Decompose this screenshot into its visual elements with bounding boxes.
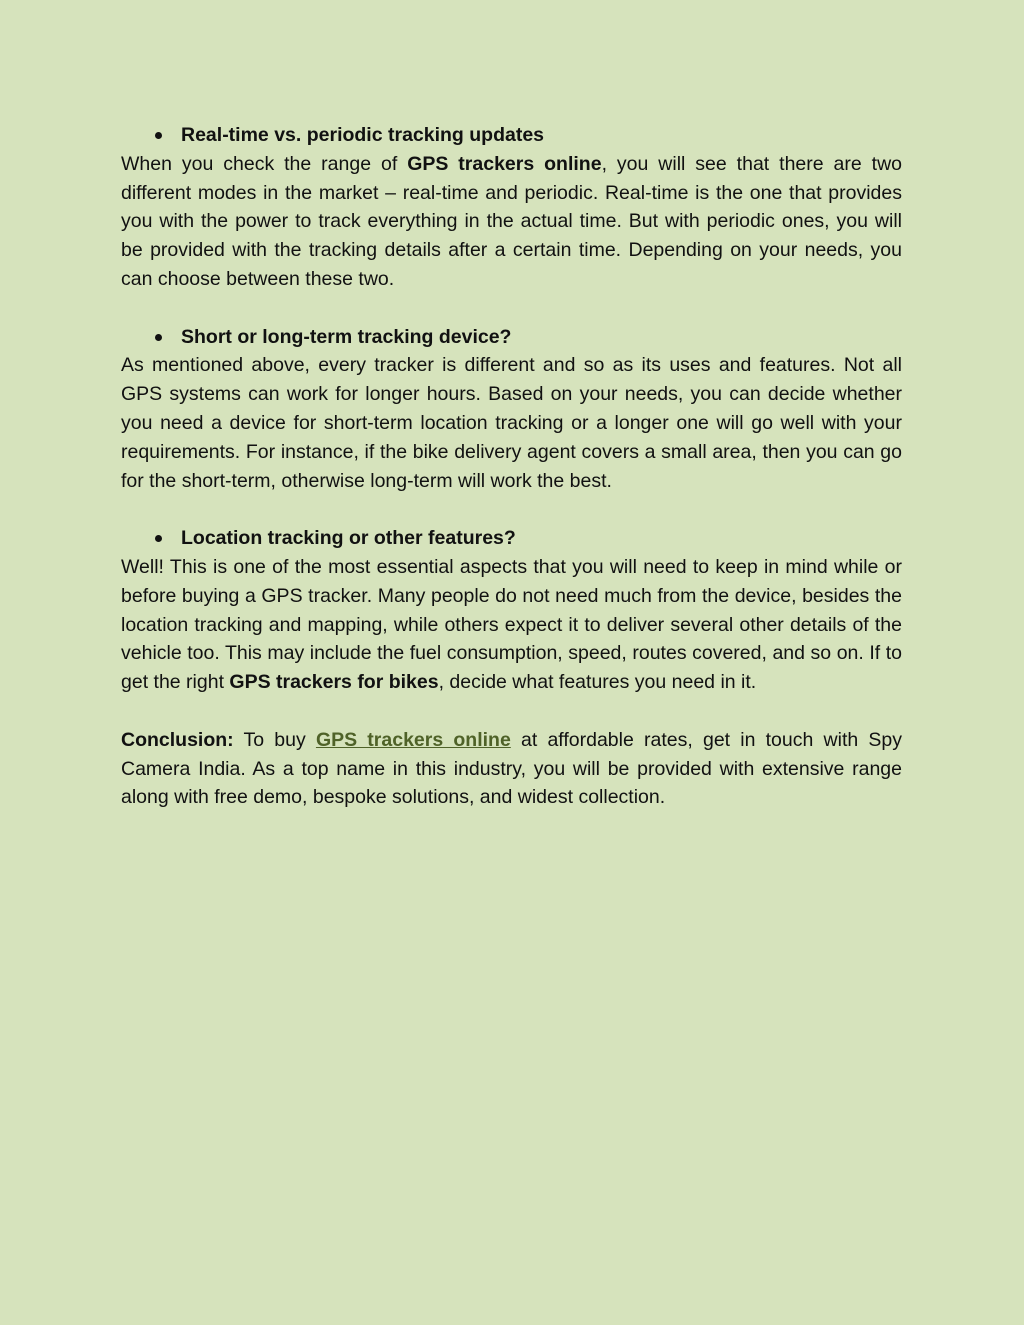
section-paragraph	[121, 150, 902, 294]
bullet-icon	[155, 132, 162, 139]
document-content	[121, 121, 902, 841]
paragraph-text: Well! This is one of the most essential aspects that you will need to keep in mind while or before buying a GPS tracker. Many people do not need much from the device, besides the location tracking and mapping, while others expect it to deliver several other details of the vehicle too. This may include the fuel consumption, speed, routes covered, and so on. If to get the right	[121, 555, 902, 694]
bullet-icon	[155, 334, 162, 341]
heading-text: Location tracking or other features?	[181, 527, 516, 550]
bullet-icon	[155, 535, 162, 542]
paragraph-text: , you will see that there are two different modes in the market – real-time and periodic. Real-time is the one that provides you with the power to track everything in the actual time. But with periodic ones, you will be provided with the tracking details after a certain time. Depending on your needs, you can choose between these two.	[121, 152, 902, 290]
section-location-or-features	[121, 524, 902, 697]
bold-keyword: GPS trackers for bikes	[229, 671, 439, 694]
gps-trackers-online-link[interactable]: GPS trackers online	[315, 728, 511, 751]
section-short-or-long-term	[121, 323, 902, 496]
section-realtime-vs-periodic	[121, 121, 902, 294]
paragraph-text: To buy	[233, 728, 316, 751]
section-conclusion	[121, 726, 902, 812]
paragraph-text: , decide what features you need in it.	[438, 671, 757, 694]
heading-text: Real-time vs. periodic tracking updates	[181, 124, 545, 146]
section-paragraph	[121, 553, 902, 697]
bold-keyword: GPS trackers online	[407, 152, 602, 175]
conclusion-paragraph	[121, 726, 902, 812]
bullet-heading	[121, 121, 902, 150]
bullet-heading	[121, 524, 902, 553]
heading-text: Short or long-term tracking device?	[181, 325, 512, 348]
bullet-heading	[121, 323, 902, 352]
conclusion-label: Conclusion:	[121, 728, 234, 751]
paragraph-text: at affordable rates, get in touch with Spy Camera India. As a top name in this industry, you will be provided with extensive range along with free demo, bespoke solutions, and widest collection.	[121, 728, 903, 809]
section-paragraph	[121, 351, 902, 495]
paragraph-text: As mentioned above, every tracker is different and so as its uses and features. Not all GPS systems can work for longer hours. Based on your needs, you can decide whether you need a device for short-term location tracking or a longer one will go well with your requirements. For instance, if the bike delivery agent covers a small area, then you can go for the short-term, otherwise long-term will work the best.	[121, 354, 902, 492]
paragraph-text: When you check the range of	[121, 152, 408, 175]
